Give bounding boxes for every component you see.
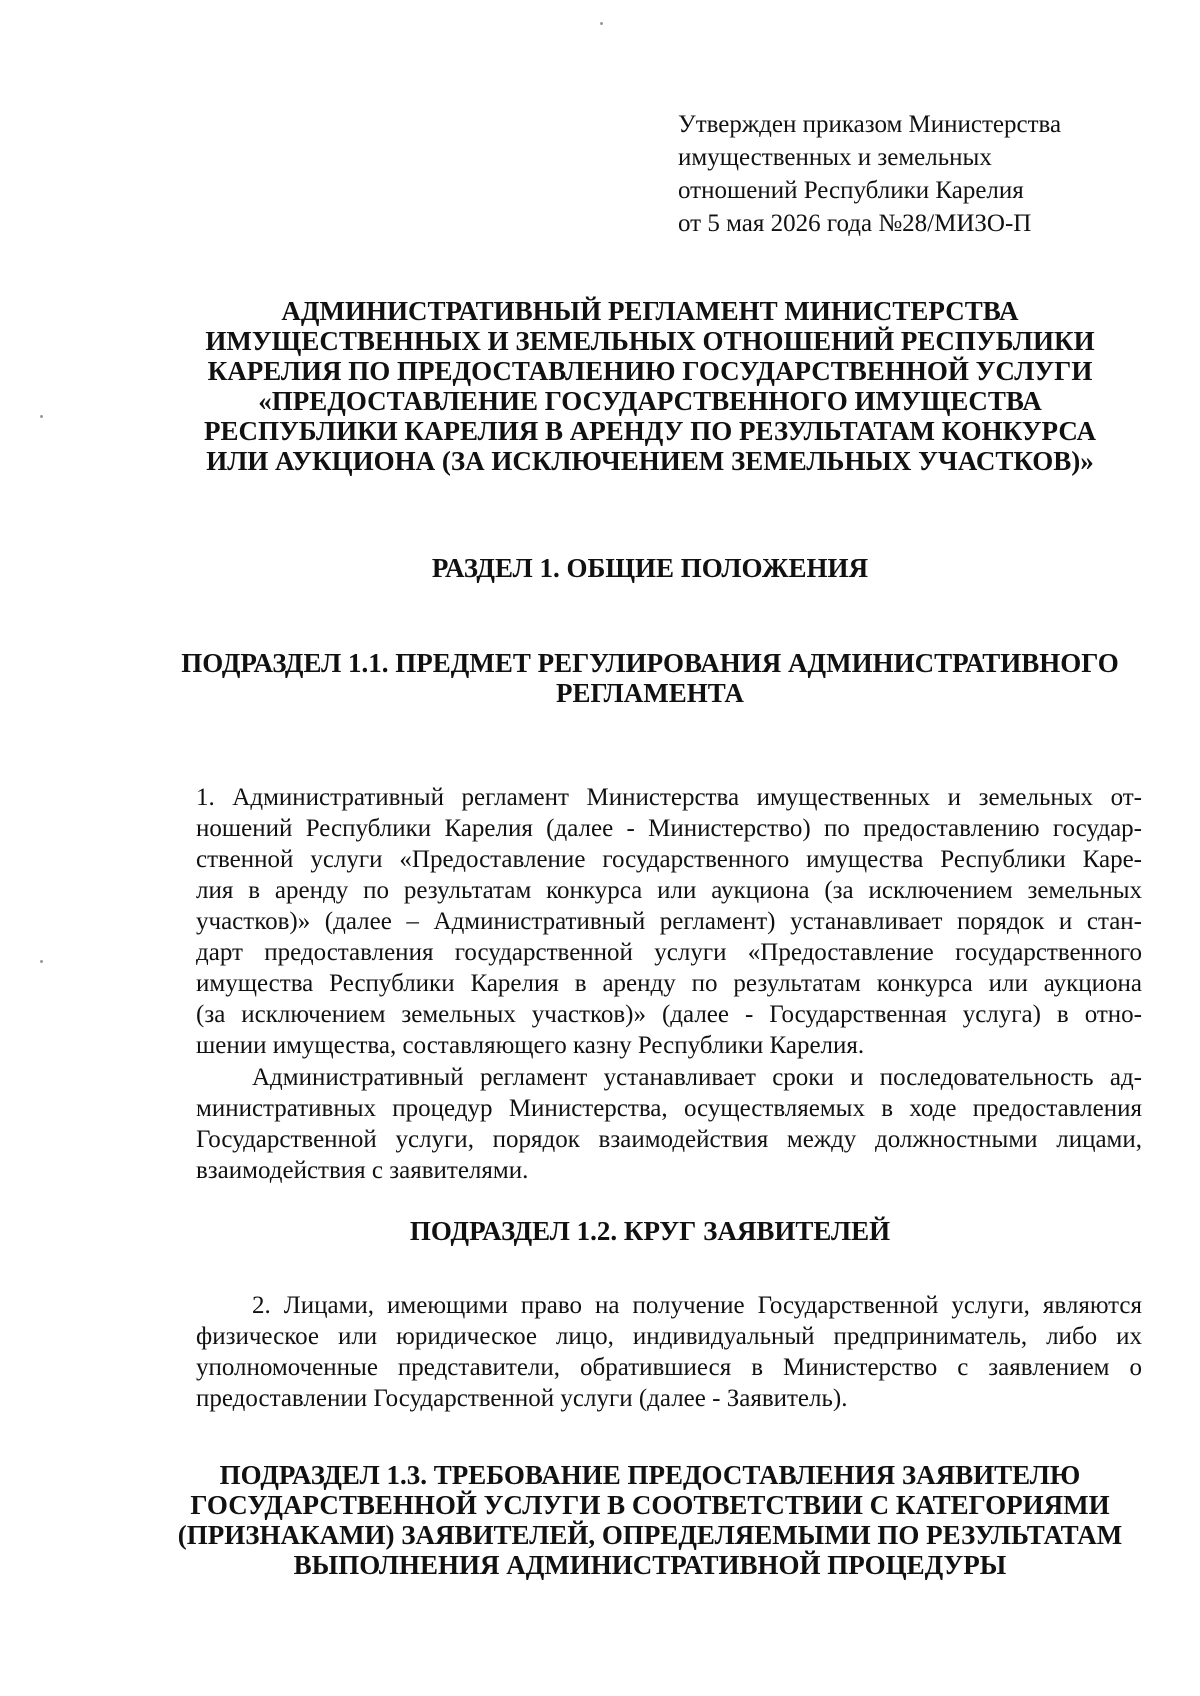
paragraph-line: имущества Республики Карелия в аренду по результатам конкурса или аукциона [196,970,1142,997]
title-line: АДМИНИСТРАТИВНЫЙ РЕГЛАМЕНТ МИНИСТЕРСТВА [281,296,1019,326]
paragraph-line: взаимодействия с заявителями. [196,1157,529,1184]
approval-line: от 5 мая 2026 года №28/МИЗО-П [678,210,1032,237]
paragraph-line: предоставлении Государственной услуги (далее - Заявитель). [196,1385,848,1412]
heading-line: ВЫПОЛНЕНИЯ АДМИНИСТРАТИВНОЙ ПРОЦЕДУРЫ [293,1550,1007,1580]
paragraph-line: шении имущества, составляющего казну Республики Карелия. [196,1032,865,1059]
heading-line: РЕГЛАМЕНТА [556,678,744,708]
title-line: КАРЕЛИЯ ПО ПРЕДОСТАВЛЕНИЮ ГОСУДАРСТВЕННОЙ УСЛУГИ [207,356,1093,386]
paragraph-line: уполномоченные представители, обратившиеся в Министерство с заявлением о [196,1354,1142,1381]
document-title [160,296,1140,476]
heading-line: РАЗДЕЛ 1. ОБЩИЕ ПОЛОЖЕНИЯ [431,553,869,583]
paragraph-line: лия в аренду по результатам конкурса или аукциона (за исключением земельных [196,877,1142,904]
paragraph-line: ственной услуги «Предоставление государственного имущества Республики Каре- [196,846,1142,873]
scan-speck [600,22,603,25]
subsection-1-2-heading [160,1216,1140,1246]
paragraph-line: министративных процедур Министерства, осуществляемых в ходе предоставления [196,1095,1142,1122]
heading-line: ГОСУДАРСТВЕННОЙ УСЛУГИ В СООТВЕТСТВИИ С КАТЕГОРИЯМИ [190,1490,1110,1520]
subsection-1-1-heading [160,648,1140,708]
paragraph-line: (за исключением земельных участков)» (далее - Государственная услуга) в отно- [196,1001,1142,1028]
paragraph-line: Административный регламент устанавливает сроки и последовательность ад- [252,1064,1142,1091]
heading-line: ПОДРАЗДЕЛ 1.3. ТРЕБОВАНИЕ ПРЕДОСТАВЛЕНИЯ ЗАЯВИТЕЛЮ [219,1460,1081,1490]
paragraph-1-continued [196,1062,1142,1186]
approval-stamp-text [678,108,1118,240]
heading-line: (ПРИЗНАКАМИ) ЗАЯВИТЕЛЕЙ, ОПРЕДЕЛЯЕМЫМИ ПО РЕЗУЛЬТАТАМ [177,1520,1123,1550]
paragraph-1 [196,782,1142,1061]
paragraph-line: участков)» (далее – Административный регламент) устанавливает порядок и стан- [196,908,1142,935]
paragraph-line: физическое или юридическое лицо, индивидуальный предприниматель, либо их [196,1323,1142,1350]
paragraph-line: ношений Республики Карелия (далее - Министерство) по предоставлению государ- [196,815,1142,842]
paragraph-line: 2. Лицами, имеющими право на получение Государственной услуги, являются [252,1292,1142,1319]
section-1-heading [160,553,1140,583]
paragraph-line: дарт предоставления государственной услуги «Предоставление государственного [196,939,1142,966]
approval-line: отношений Республики Карелия [678,177,1024,204]
subsection-1-3-heading [160,1460,1140,1580]
title-line: ИМУЩЕСТВЕННЫХ И ЗЕМЕЛЬНЫХ ОТНОШЕНИЙ РЕСПУБЛИКИ [205,326,1095,356]
paragraph-2 [196,1290,1142,1414]
paragraph-line: Государственной услуги, порядок взаимодействия между должностными лицами, [196,1126,1142,1153]
approval-line: Утвержден приказом Министерства [678,111,1062,138]
scan-speck [40,415,43,418]
title-line: «ПРЕДОСТАВЛЕНИЕ ГОСУДАРСТВЕННОГО ИМУЩЕСТВА [258,386,1042,416]
approval-line: имущественных и земельных [678,144,992,171]
title-line: РЕСПУБЛИКИ КАРЕЛИЯ В АРЕНДУ ПО РЕЗУЛЬТАТАМ КОНКУРСА [203,416,1097,446]
heading-line: ПОДРАЗДЕЛ 1.2. КРУГ ЗАЯВИТЕЛЕЙ [409,1216,891,1246]
heading-line: ПОДРАЗДЕЛ 1.1. ПРЕДМЕТ РЕГУЛИРОВАНИЯ АДМИНИСТРАТИВНОГО [181,648,1119,678]
scan-speck [40,960,43,963]
paragraph-line: 1. Административный регламент Министерства имущественных и земельных от- [196,784,1142,811]
title-line: ИЛИ АУКЦИОНА (ЗА ИСКЛЮЧЕНИЕМ ЗЕМЕЛЬНЫХ УЧАСТКОВ)» [206,446,1094,476]
